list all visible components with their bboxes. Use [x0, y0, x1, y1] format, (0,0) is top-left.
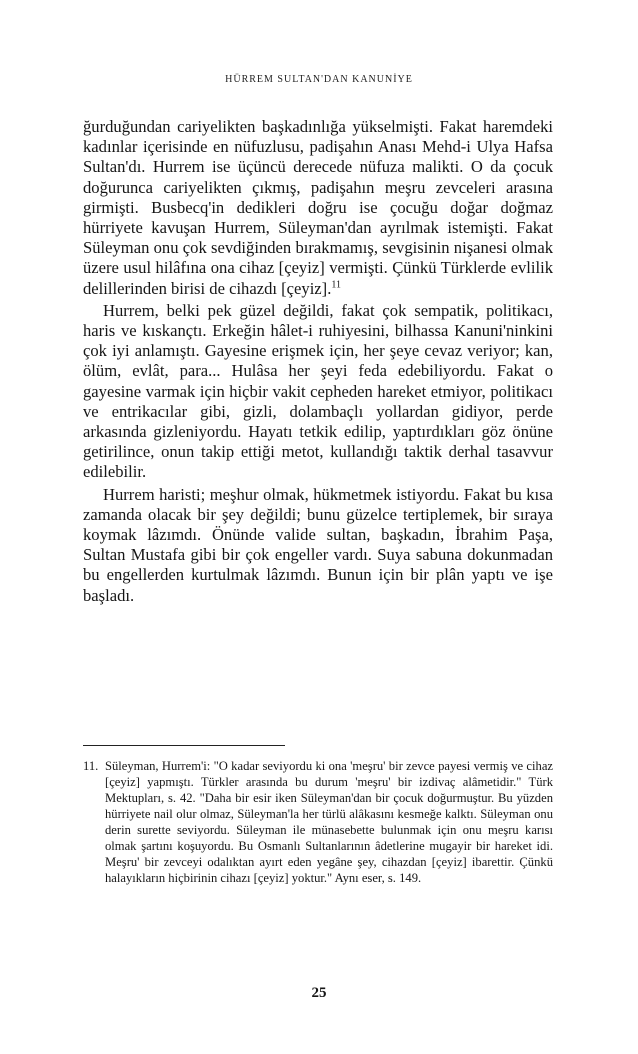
running-head: HÜRREM SULTAN'DAN KANUNİYE [225, 74, 413, 85]
footnote-text: Süleyman, Hurrem'i: "O kadar seviyordu ki ona 'meşru' bir zevce payesi vermiş ve cihaz [çeyiz] yapmıştı. Türkler arasında bu durum 'meşru' bir izdivaç alâmetidir." Türk Mektupları, s. 42. "Daha bir esir iken Süleyman'dan bir çocuk doğurmuştur. Bu yüzden hürriyete nail olur olmaz, Süleyman'la her türlü alâkasını kesmeğe kalktı. Süleyman onu derin surette seviyordu. Süleyman ile münasebette bulunmak için onu meşru karısı olmak şartını koşuyordu. Bu Osmanlı Sultanlarının âdetlerine mugayir bir hareket idi. Meşru' bir zevceyi odalıktan ayırt eden yegâne şey, cihazdan [çeyiz] ibarettir. Çünkü halayıkların hiçbirinin cihazı [çeyiz] yoktur." Aynı eser, s. 149. [105, 759, 553, 885]
paragraph-2: Hurrem, belki pek güzel değildi, fakat çok sempatik, politikacı, haris ve kıskançtı. Erkeğin hâlet-i ruhiyesini, bilhassa Kanuni'ninkini çok iyi anlamıştı. Gayesine erişmek için, her şeye cevaz veriyor; kan, ölüm, evlât, para... Hulâsa her şeyi feda edebiliyordu. Fakat o gayesine varmak için hiçbir vakit cepheden hareket etmiyor, politikacı ve entrikacılar gibi, gizli, dolambaçlı yollardan gidiyor, perde arkasında gizleniyordu. Hayatı tetkik edilip, yaptırdıkları göz önüne getirilince, onun takip ettiği metot, kullandığı taktik derhal tasavvur edilebilir. [83, 300, 553, 482]
page-number: 25 [311, 985, 327, 1001]
footnote-divider [83, 745, 285, 746]
footnote [83, 758, 553, 886]
body-text [83, 117, 553, 606]
paragraph-1-text: ğurduğundan cariyelikten başkadınlığa yükselmişti. Fakat haremdeki kadınlar içerisinde en nüfuzlusu, padişahın Anası Mehd-i Ulya Hafsa Sultan'dı. Hurrem ise üçüncü derecede nüfuza malikti. O da çocuk doğurunca cariyelikten çıkmış, padişahın meşru zevceleri arasına girmişti. Busbecq'in dedikleri doğru ise çocuğu doğar doğmaz hürriyete kavuşan Hurrem, Süleyman'dan ayrılmak istemişti. Fakat Süleyman onu çok sevdiğinden bırakmamış, sevgisinin nişanesi olmak üzere usul hilâfına ona cihaz [çeyiz] vermişti. Çünkü Türklerde evlilik delillerinden birisi de cihazdı [çeyiz]. [83, 117, 553, 298]
footnote-number: 11. [83, 759, 99, 773]
paragraph-3: Hurrem haristi; meşhur olmak, hükmetmek istiyordu. Fakat bu kısa zamanda olacak bir şey değildi; bunu güzelce tertiplemek, bir sıraya koymak lâzımdı. Önünde valide sultan, başkadın, İbrahim Paşa, Sultan Mustafa gibi bir çok engeller vardı. Suya sabuna dokunmadan bu engellerden kurtulmak lâzımdı. Bunun için bir plân yaptı ve işe başladı. [83, 484, 553, 605]
paragraph-1 [83, 117, 553, 299]
footnote-reference[interactable]: 11 [331, 279, 341, 291]
